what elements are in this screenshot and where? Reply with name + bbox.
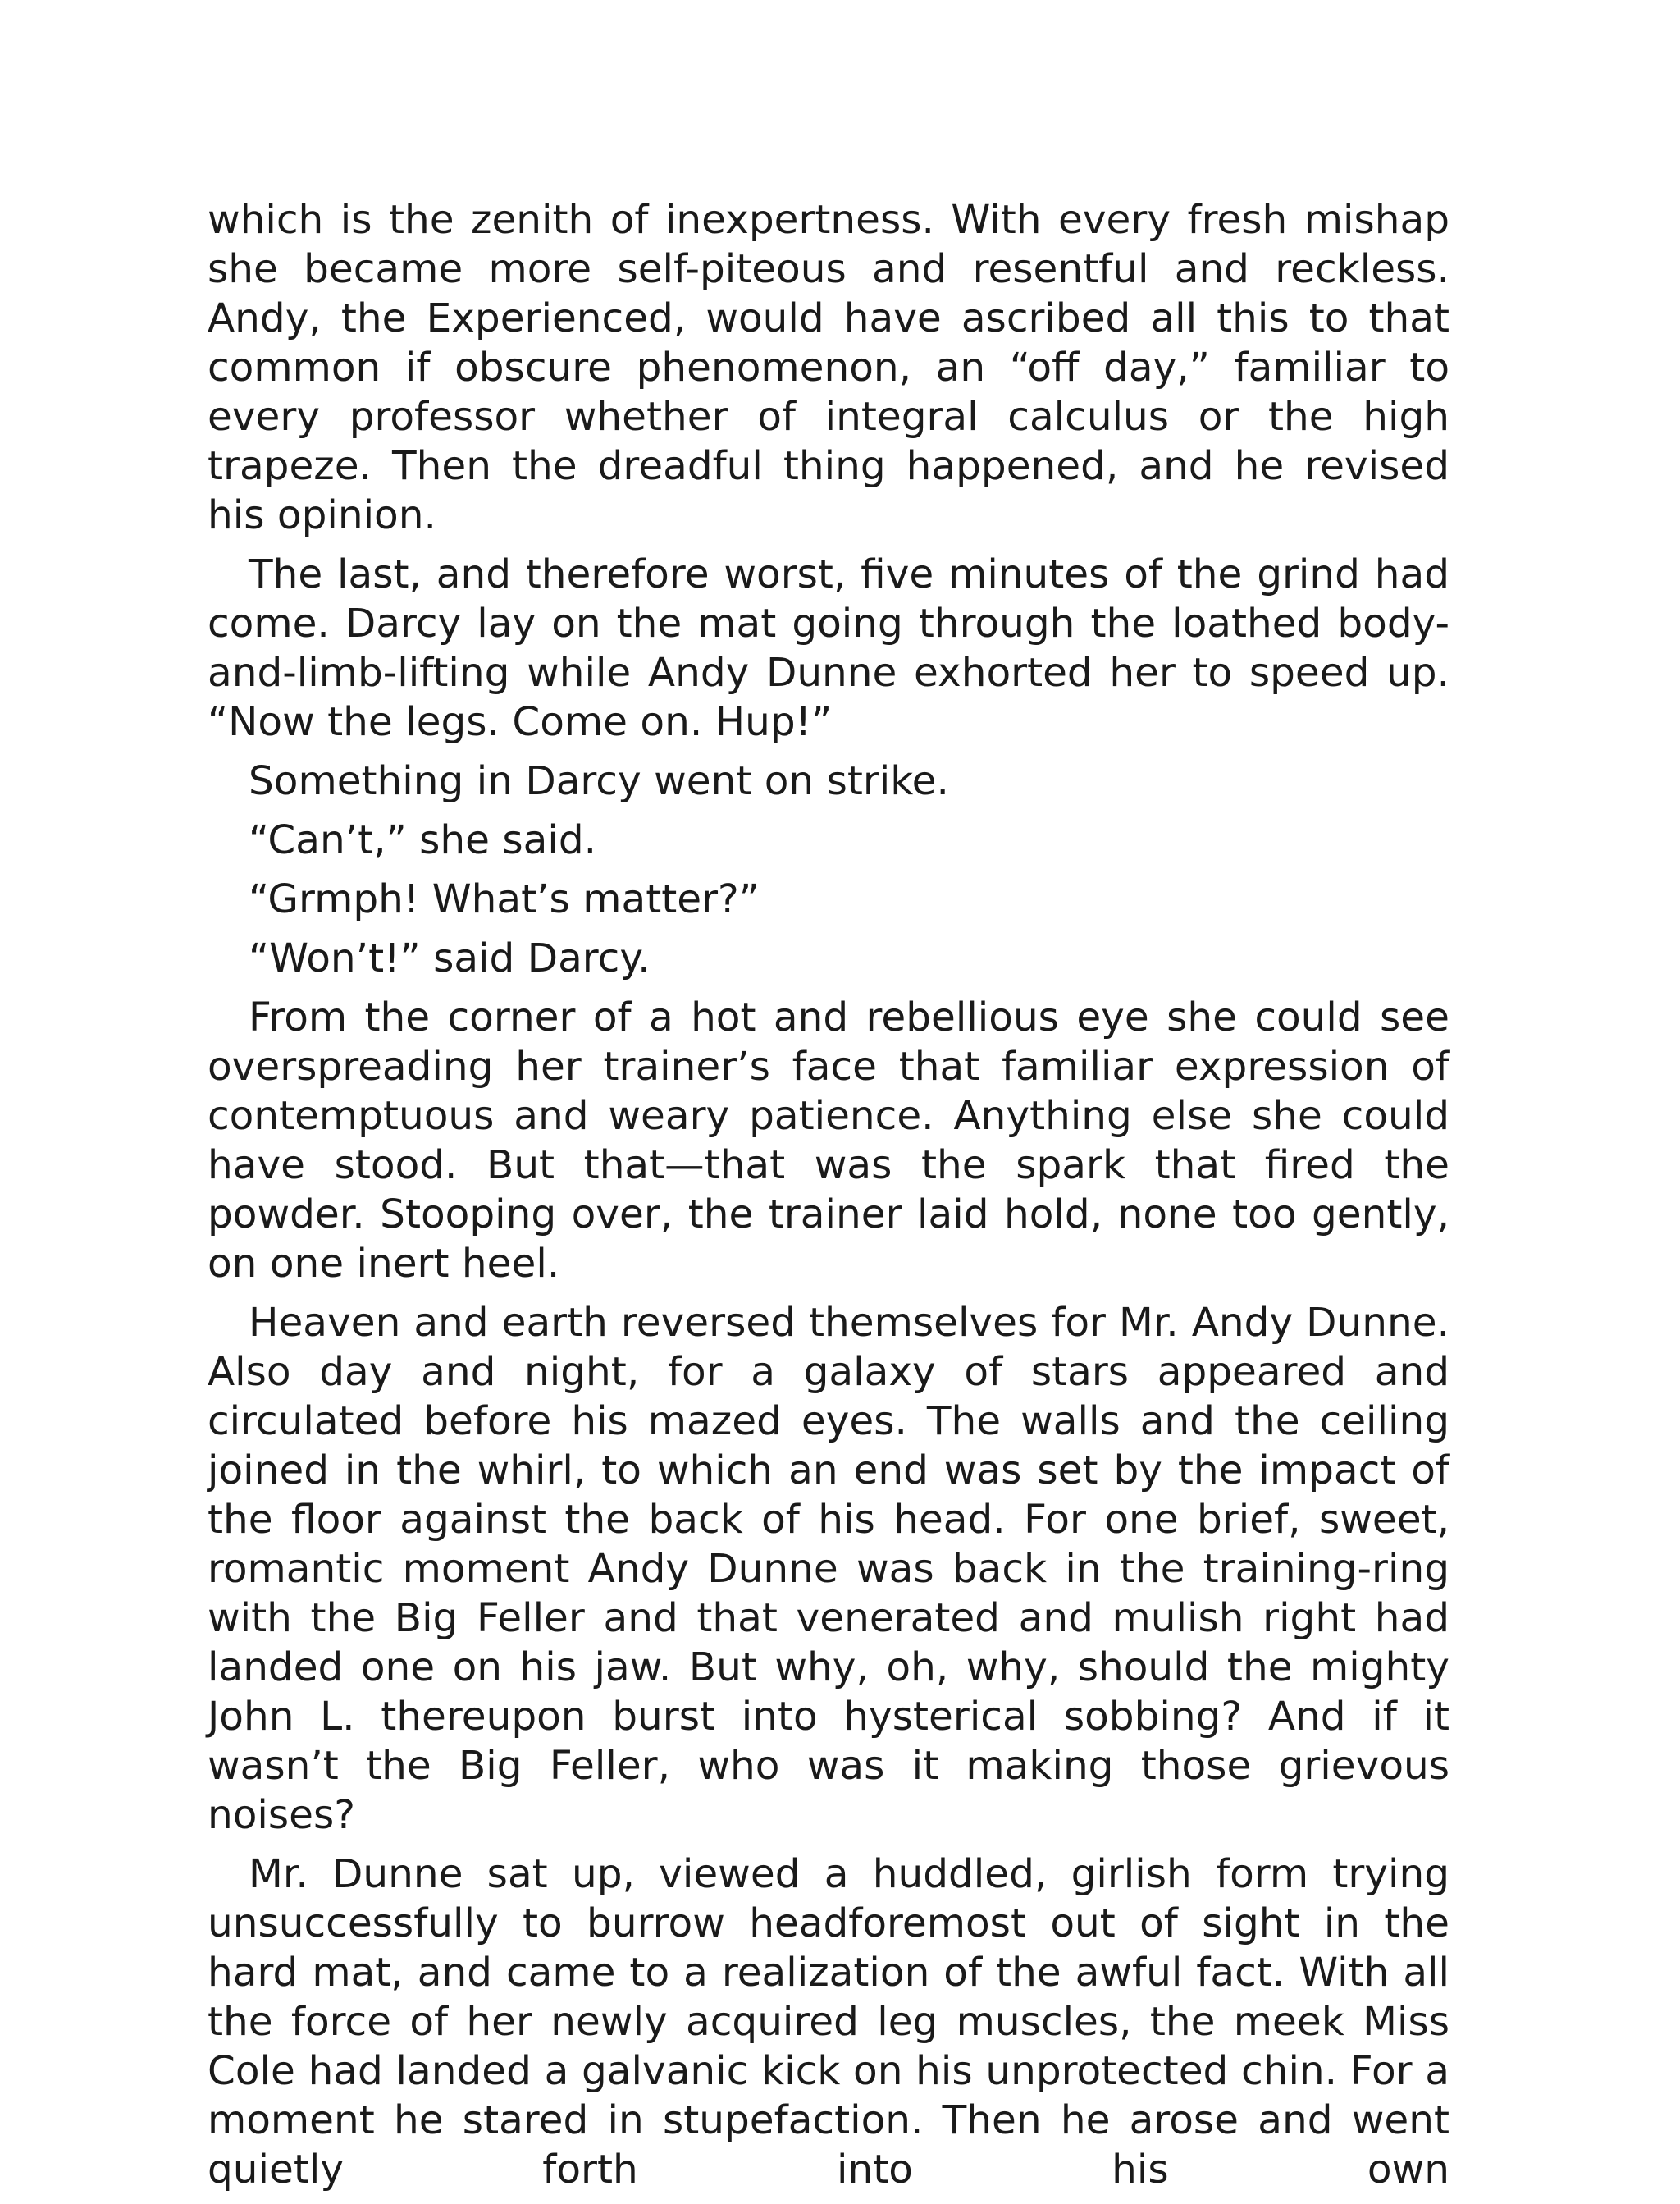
paragraph-2: The last, and therefore worst, five minutes of the grind had come. Darcy lay on the mat going through the loathed body-and-limb-lifting while Andy Dunne exhorted her to speed up. “Now the legs. Come on. Hup!” xyxy=(208,551,1449,745)
paragraph-7: From the corner of a hot and rebellious eye she could see overspreading her trainer’s face that familiar expression of contemptuous and weary patience. Anything else she could have stood. But that—that was the spark that fired the powder. Stooping over, the trainer laid hold, none too gently, on one inert heel. xyxy=(208,995,1449,1287)
paragraph-1: which is the zenith of inexpertness. With every fresh mishap she became more self-piteous and resentful and reckless. Andy, the Experienced, would have ascribed all this to that common if obscure phenomenon, an “off day,” familiar to every professor whether of integral calculus or the high trapeze. Then the dreadful thing happened, and he revised his opinion. xyxy=(208,197,1449,538)
paragraph-6: “Won’t!” said Darcy. xyxy=(249,935,651,981)
paragraph-5: “Grmph! What’s matter?” xyxy=(249,876,760,922)
paragraph-3: Something in Darcy went on strike. xyxy=(249,758,949,804)
book-page xyxy=(208,195,1449,2204)
paragraph-9: Mr. Dunne sat up, viewed a huddled, girlish form trying unsuccessfully to burrow headforemost out of sight in the hard mat, and came to a realization of the awful fact. With all the force of her newly acquired leg muscles, the meek Miss Cole had landed a galvanic kick on his unprotected chin. For a moment he stared in stupefaction. Then he arose and went quietly forth into his own xyxy=(208,1851,1449,2193)
paragraph-8: Heaven and earth reversed themselves for Mr. Andy Dunne. Also day and night, for a galaxy of stars appeared and circulated before his mazed eyes. The walls and the ceiling joined in the whirl, to which an end was set by the impact of the floor against the back of his head. For one brief, sweet, romantic moment Andy Dunne was back in the training-ring with the Big Feller and that venerated and mulish right had landed one on his jaw. But why, oh, why, should the mighty John L. thereupon burst into hysterical sobbing? And if it wasn’t the Big Feller, who was it making those grievous noises? xyxy=(208,1300,1449,1838)
paragraph-4: “Can’t,” she said. xyxy=(249,817,597,863)
